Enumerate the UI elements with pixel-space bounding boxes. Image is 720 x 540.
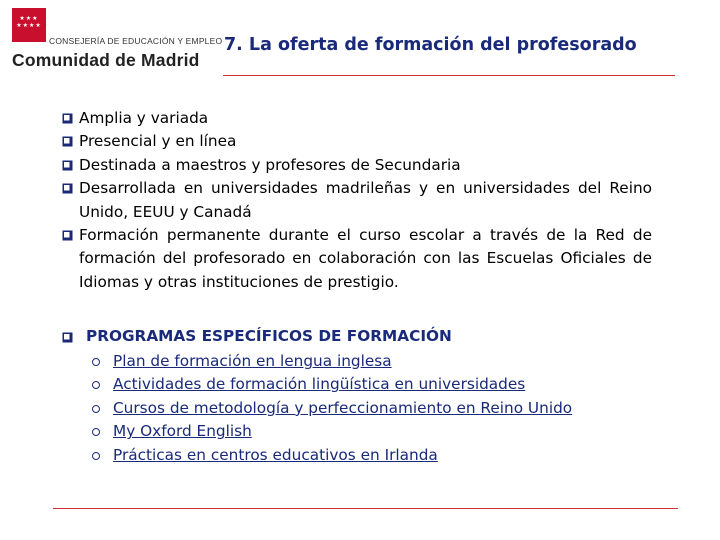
page-title: 7. La oferta de formación del profesorado: [224, 35, 637, 55]
bullet-item: [62, 107, 652, 130]
section-label: PROGRAMAS ESPECÍFICOS DE FORMACIÓN: [86, 327, 452, 345]
checkbox-bullet-icon: [62, 332, 73, 343]
footer-divider: [53, 508, 678, 509]
circle-bullet-icon: [92, 405, 100, 413]
madrid-flag-icon: [12, 8, 46, 42]
feature-bullet-list: [62, 107, 652, 294]
bullet-text: Desarrollada en universidades madrileñas y en universidades del Reino Unido, EEUU y Canadá: [79, 179, 652, 221]
checkbox-bullet-icon: [62, 136, 73, 147]
programs-list: [92, 350, 572, 467]
circle-bullet-icon: [92, 381, 100, 389]
checkbox-bullet-icon: [62, 113, 73, 124]
comunidad-de-madrid-logo: [12, 8, 223, 70]
program-item: [92, 420, 572, 443]
program-link[interactable]: My Oxford English: [113, 422, 252, 441]
flag-stars: ★★★ ★★★★: [16, 15, 42, 29]
circle-bullet-icon: [92, 428, 100, 436]
programs-section-heading: [62, 327, 452, 345]
title-divider: [223, 75, 675, 76]
program-link[interactable]: Cursos de metodología y perfeccionamiento en Reino Unido: [113, 398, 573, 417]
bullet-text: Destinada a maestros y profesores de Secundaria: [79, 155, 461, 174]
logo-department: CONSEJERÍA DE EDUCACIÓN Y EMPLEO: [49, 36, 223, 46]
program-link[interactable]: Prácticas en centros educativos en Irlanda: [113, 445, 438, 464]
bullet-text: Presencial y en línea: [79, 132, 237, 151]
bullet-item: [62, 154, 652, 177]
bullet-item: [62, 177, 652, 224]
logo-name: Comunidad de Madrid: [12, 50, 200, 70]
bullet-item: [62, 130, 652, 153]
bullet-item: [62, 224, 652, 294]
program-item: [92, 397, 572, 420]
program-item: [92, 444, 572, 467]
program-link[interactable]: Plan de formación en lengua inglesa: [113, 352, 392, 370]
checkbox-bullet-icon: [62, 160, 73, 171]
checkbox-bullet-icon: [62, 230, 73, 241]
bullet-text: Amplia y variada: [79, 109, 209, 127]
circle-bullet-icon: [92, 452, 100, 460]
program-item: [92, 373, 572, 396]
bullet-text: Formación permanente durante el curso escolar a través de la Red de formación del profesorado en colaboración con las Escuelas Oficiales de Idiomas y otras instituciones de prestigio.: [79, 226, 652, 291]
program-link[interactable]: Actividades de formación lingüística en universidades: [113, 375, 526, 394]
program-item: [92, 350, 572, 373]
circle-bullet-icon: [92, 358, 100, 366]
checkbox-bullet-icon: [62, 183, 73, 194]
